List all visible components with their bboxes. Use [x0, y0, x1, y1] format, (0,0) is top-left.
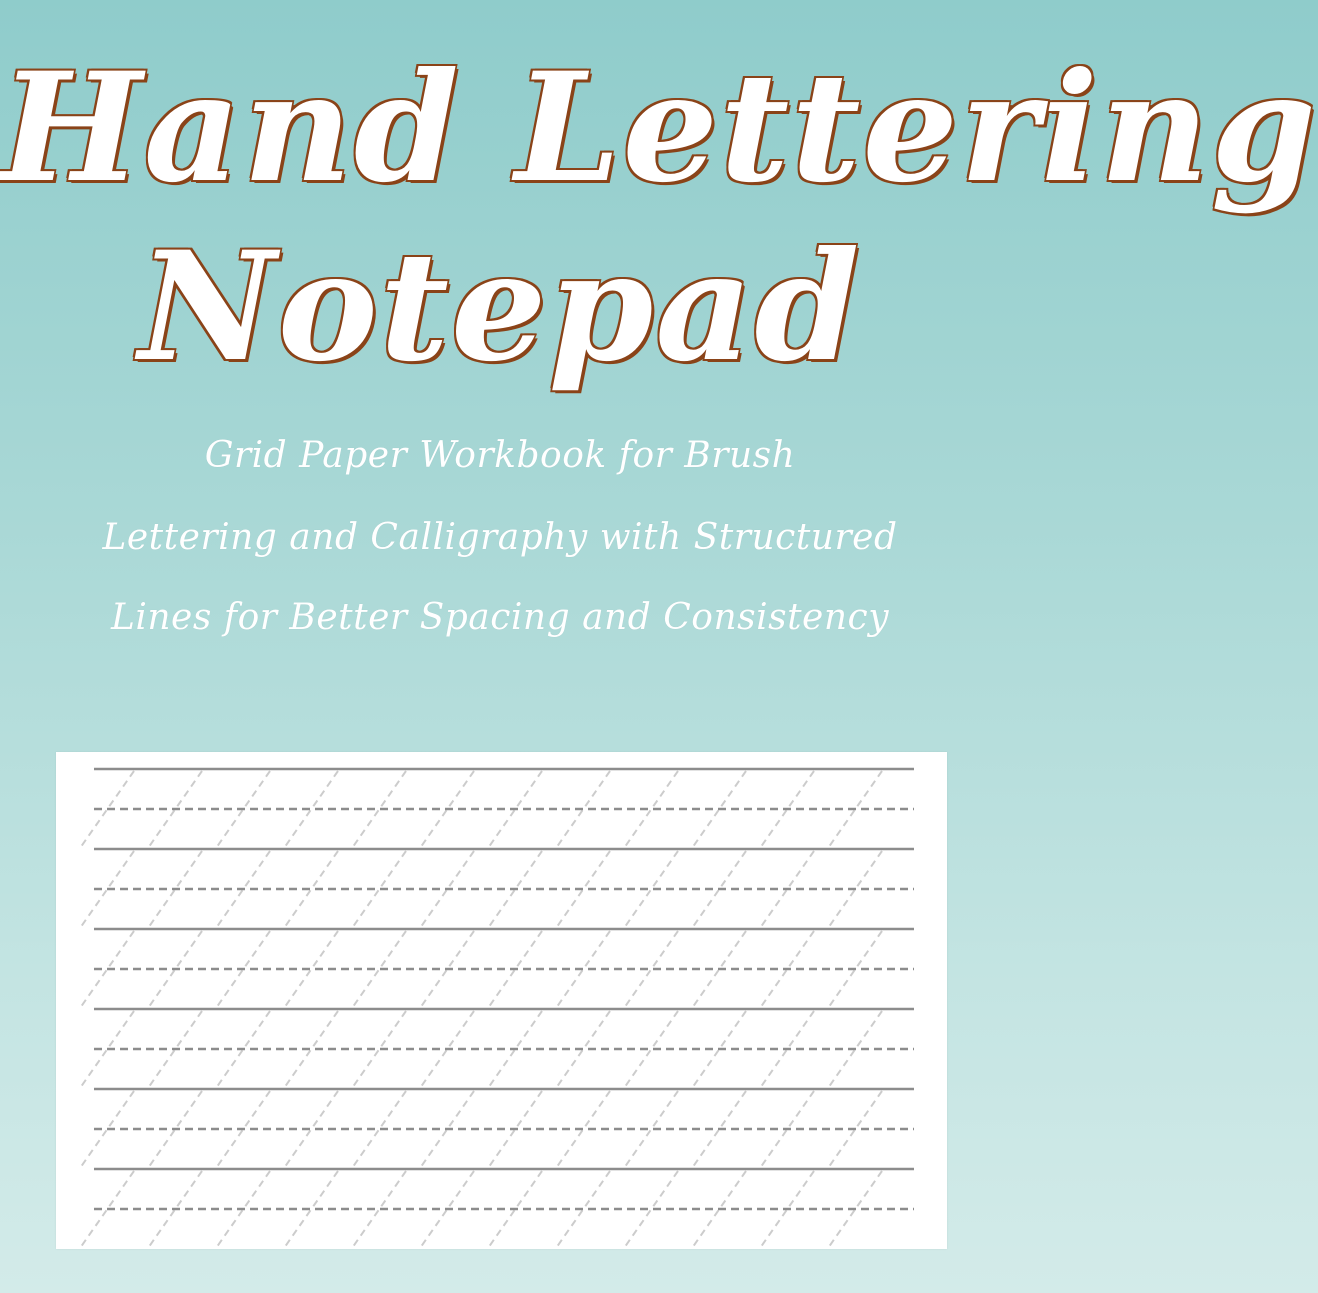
title-line-2: Notepad: [138, 219, 862, 395]
title-line-1: Hand Lettering: [0, 40, 1318, 216]
subtitle-line-3: Lines for Better Spacing and Consistency: [110, 597, 890, 638]
lettering-grid: [56, 752, 947, 1249]
subtitle-line-1: Grid Paper Workbook for Brush: [204, 435, 796, 476]
practice-sheet: [56, 752, 947, 1249]
subtitle-line-2: Lettering and Calligraphy with Structured: [102, 517, 898, 558]
